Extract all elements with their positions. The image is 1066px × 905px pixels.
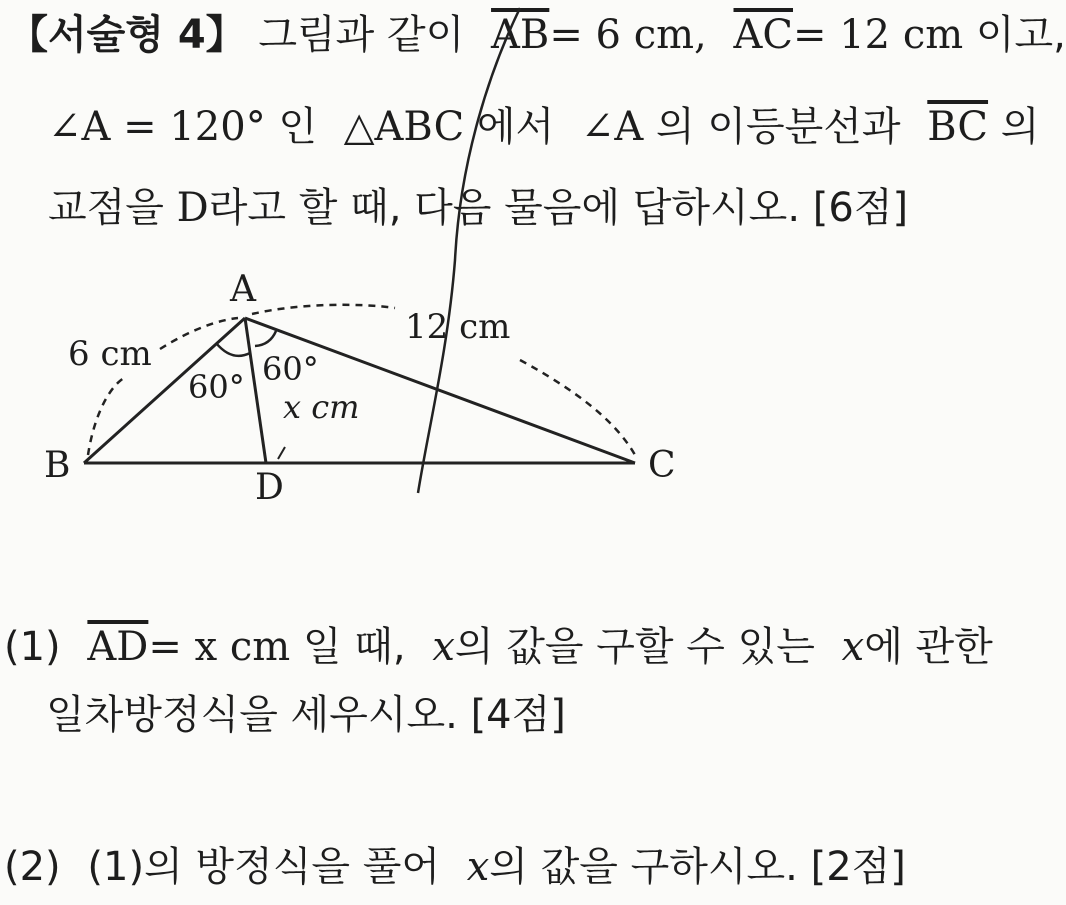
problem-text: 라고 할 때, 다음 물음에 답하시오. xyxy=(208,185,801,231)
length-label-ad: x cm xyxy=(283,388,360,426)
point-d-text: D xyxy=(176,185,209,231)
bisector-ad xyxy=(245,318,266,463)
problem-text: 의 xyxy=(1000,104,1040,150)
question-text: 의 값을 구할 수 있는 xyxy=(454,624,815,670)
problem-text: 그림과 같이 xyxy=(258,12,465,58)
angle-a-text: ∠A = 120° xyxy=(48,104,266,150)
dimension-arc-ac xyxy=(252,305,395,314)
segment-ac: $\overline{AC}$ xyxy=(733,12,793,58)
problem-tag: 【서술형 4】 xyxy=(8,12,246,58)
problem-text: 인 xyxy=(278,104,318,150)
question-number: (1) xyxy=(4,624,61,670)
score-badge: [4점] xyxy=(470,692,566,738)
question-ref: (1) xyxy=(87,844,145,890)
length-ad-text: = x cm xyxy=(148,624,291,670)
problem-text: 에서 xyxy=(476,104,555,150)
length-ac-text: = 12 cm xyxy=(793,12,964,58)
score-badge: [6점] xyxy=(812,185,909,231)
pencil-mark xyxy=(418,8,520,493)
question-2 xyxy=(4,842,906,892)
vertex-label-c: C xyxy=(648,445,676,486)
angle-a-ref: ∠A xyxy=(580,104,644,150)
triangle-abc-text: △ABC xyxy=(343,104,465,150)
question-1-line-2 xyxy=(46,690,566,740)
question-text: 일 때, xyxy=(302,624,406,670)
problem-text: 이고, xyxy=(975,12,1066,58)
vertex-label-a: A xyxy=(230,269,256,310)
variable-x: x xyxy=(466,844,490,890)
segment-ad: $\overline{AD}$ xyxy=(87,624,149,670)
question-text: 의 값을 구하시오. xyxy=(489,844,798,890)
problem-text: 교점을 xyxy=(48,185,164,231)
tick-mark-d xyxy=(278,447,285,459)
vertex-label-d: D xyxy=(255,467,284,508)
question-text: 일차방정식을 세우시오. xyxy=(46,692,458,738)
question-text: 에 관한 xyxy=(864,624,993,670)
length-label-ab: 6 cm xyxy=(68,334,152,374)
question-1 xyxy=(4,622,993,672)
angle-label-right: 60° xyxy=(262,350,319,388)
segment-ab: $\overline{AB}$ xyxy=(491,12,550,58)
angle-arc-bad xyxy=(216,343,250,356)
variable-x: x xyxy=(841,624,865,670)
angle-label-left: 60° xyxy=(188,368,245,406)
problem-text: 의 이등분선과 xyxy=(656,104,901,150)
length-ab-text: = 6 cm, xyxy=(549,12,707,58)
question-number: (2) xyxy=(4,844,61,890)
variable-x: x xyxy=(432,624,455,670)
segment-bc: $\overline{BC}$ xyxy=(927,104,989,150)
angle-arc-dac xyxy=(255,331,276,346)
score-badge: [2점] xyxy=(810,844,906,890)
question-text: 의 방정식을 풀어 xyxy=(144,844,440,890)
length-label-ac: 12 cm xyxy=(405,307,511,347)
vertex-label-b: B xyxy=(44,445,71,486)
